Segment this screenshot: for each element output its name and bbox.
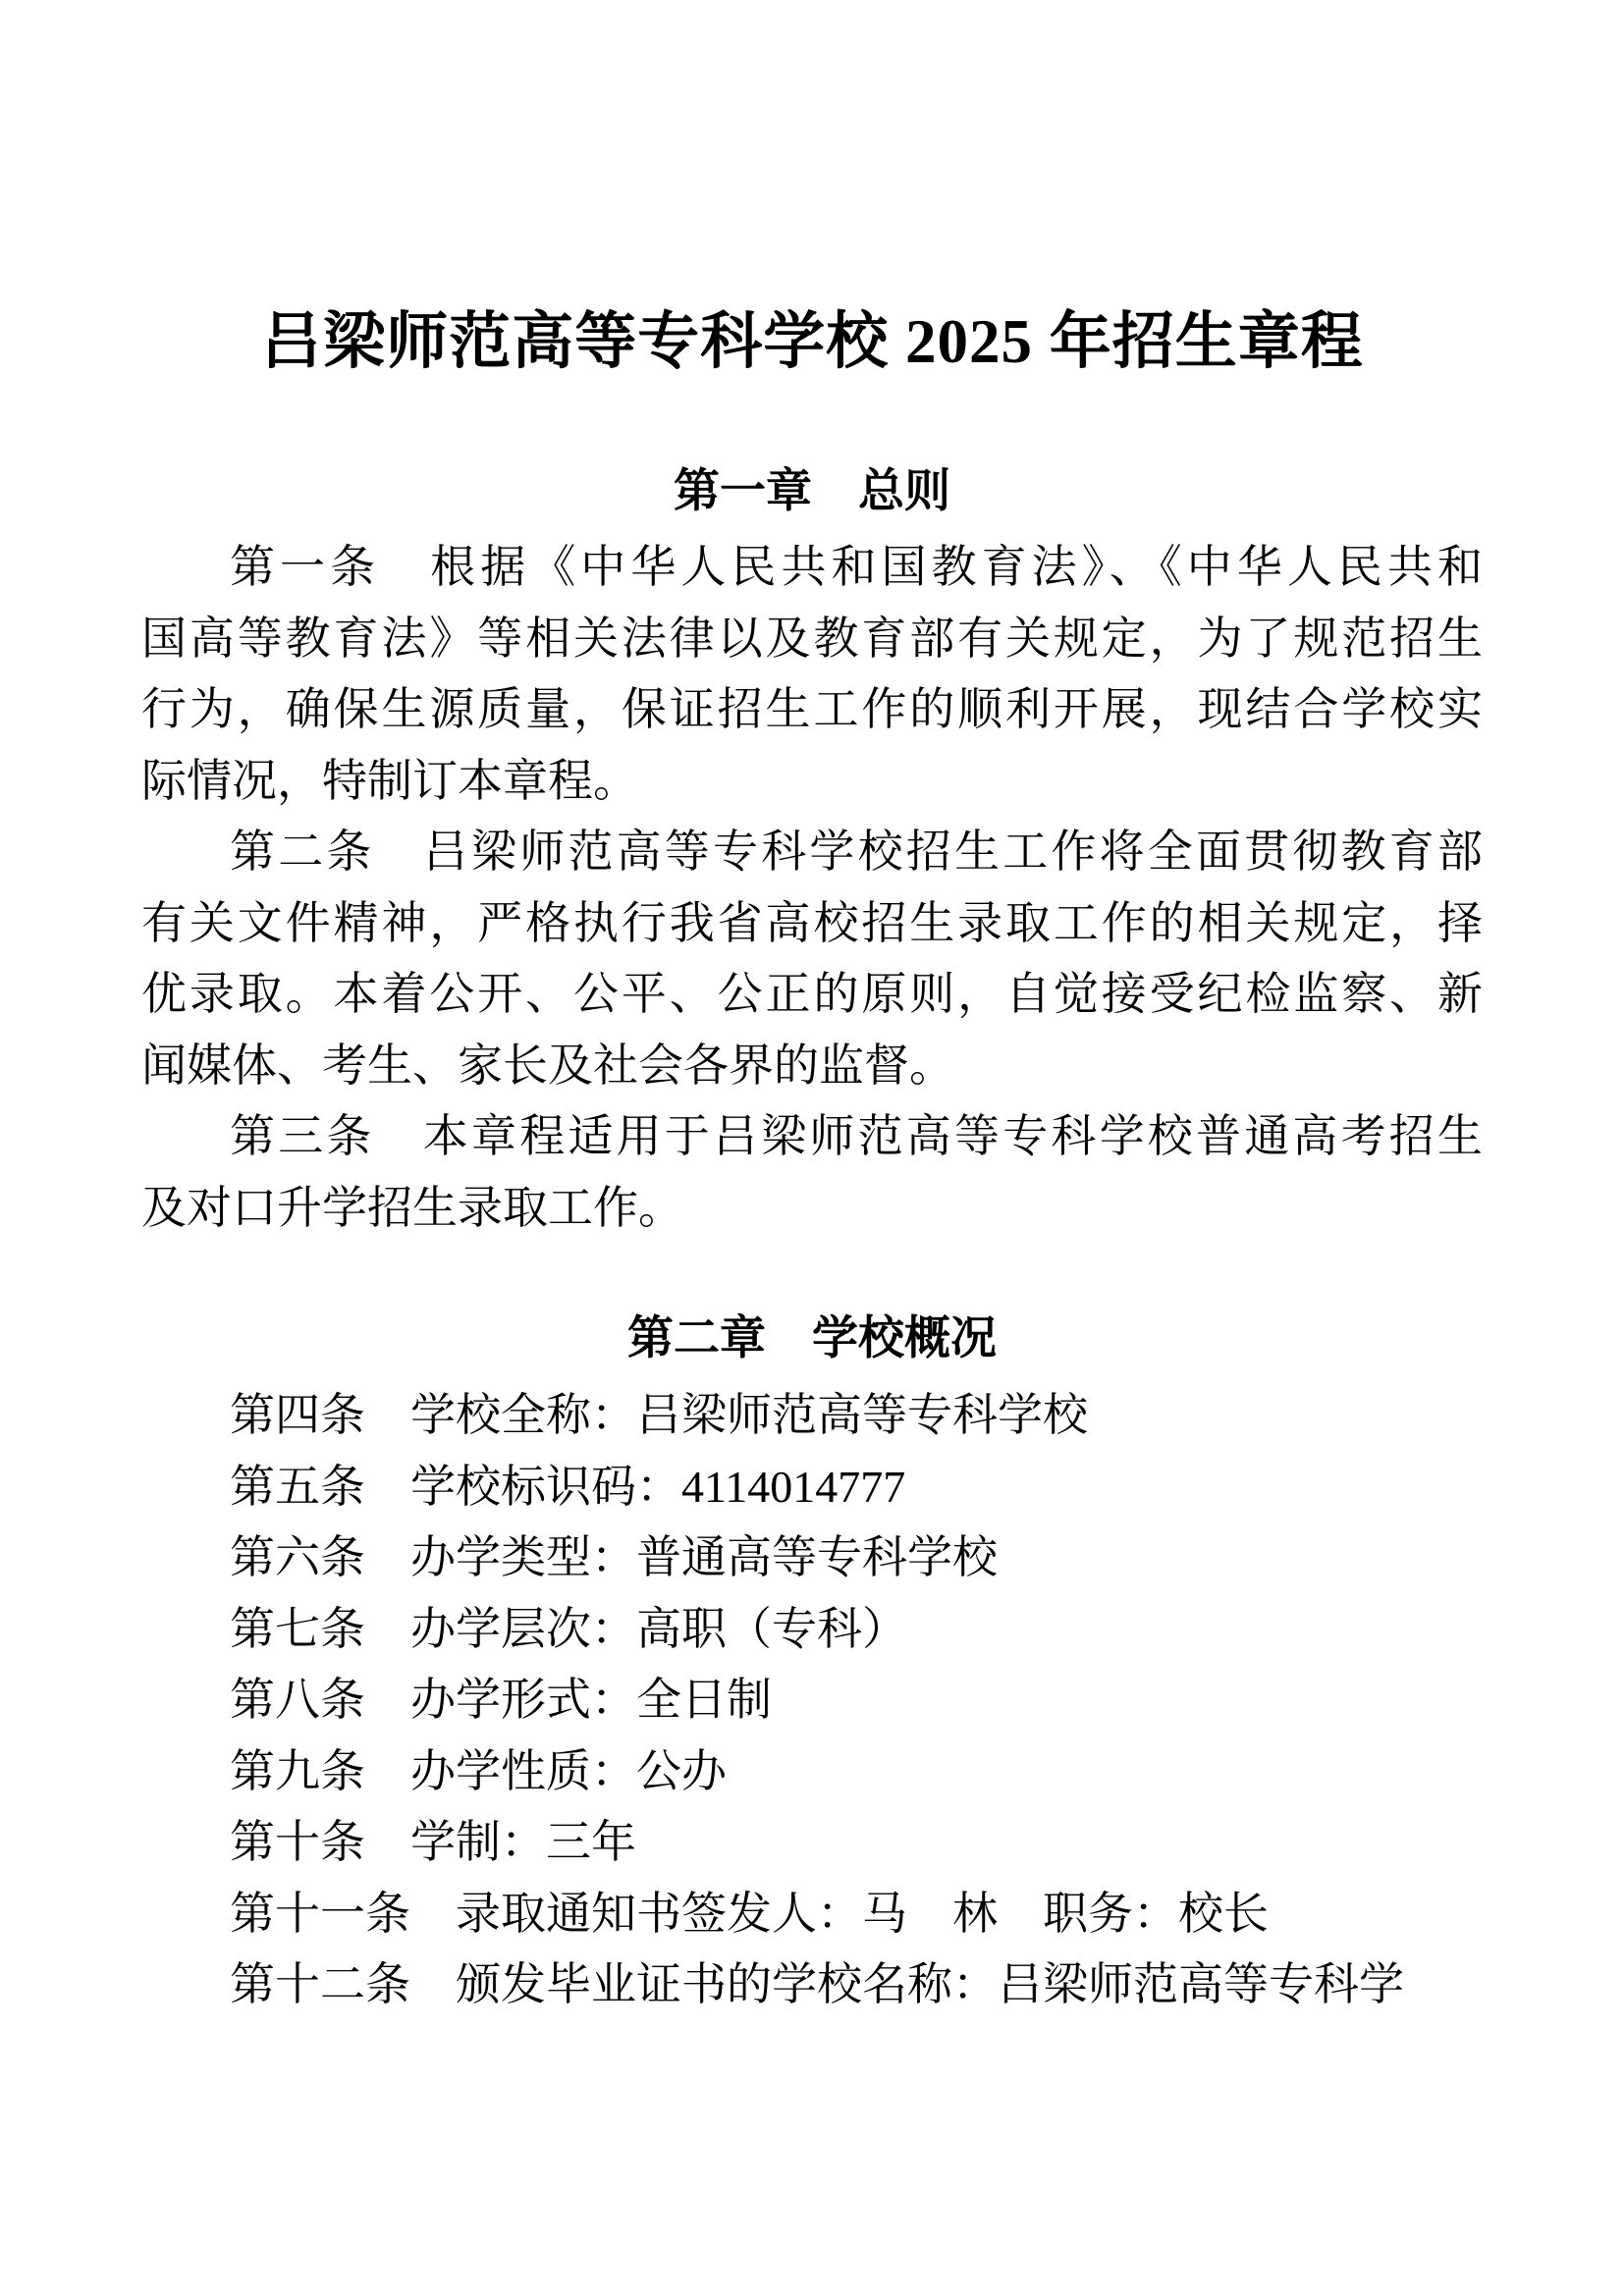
text-line: 第十二条 颁发毕业证书的学校名称：吕梁师范高等专科学 (230, 1959, 1404, 2009)
paragraph (141, 1807, 1483, 1879)
document-body (141, 454, 1483, 2021)
text-line: 第八条 办学形式：全日制 (230, 1675, 772, 1725)
text-line: 第十一条 录取通知书签发人：马 林 职务：校长 (230, 1888, 1269, 1939)
text-line: 第六条 办学类型：普通高等专科学校 (230, 1532, 998, 1582)
chapter-paragraphs (141, 1380, 1483, 2021)
document-title: 吕梁师范高等专科学校 2025 年招生章程 (260, 307, 1364, 376)
text-line: 第二条 吕梁师范高等专科学校招生工作将全面贯彻教育部 (230, 827, 1483, 877)
text-line: 第三条 本章程适用于吕梁师范高等专科学校普通高考招生 (230, 1111, 1483, 1161)
paragraph (141, 532, 1483, 817)
paragraph (141, 1949, 1483, 2021)
text-line: 有关文件精神，严格执行我省高校招生录取工作的相关规定，择 (141, 897, 1483, 948)
paragraph (141, 817, 1483, 1101)
text-line: 国高等教育法》等相关法律以及教育部有关规定，为了规范招生 (141, 613, 1483, 664)
paragraph (141, 1101, 1483, 1244)
text-line: 第四条 学校全称：吕梁师范高等专科学校 (230, 1390, 1088, 1440)
paragraph (141, 1879, 1483, 1950)
text-line: 第一条 根据《中华人民共和国教育法》、《中华人民共和 (230, 542, 1483, 592)
text-line: 闻媒体、考生、家长及社会各界的监督。 (141, 1040, 954, 1091)
paragraph (141, 1522, 1483, 1594)
text-line: 第十条 学制：三年 (230, 1817, 636, 1867)
chapter-heading: 第一章 总则 (674, 464, 950, 516)
chapter-paragraphs (141, 532, 1483, 1244)
paragraph (141, 1736, 1483, 1808)
text-line: 及对口升学招生录取工作。 (141, 1182, 683, 1233)
paragraph (141, 1380, 1483, 1452)
text-line: 第九条 办学性质：公办 (230, 1745, 727, 1796)
paragraph (141, 1665, 1483, 1736)
chapter-2 (141, 1301, 1483, 2021)
chapter-heading: 第二章 学校概况 (627, 1311, 997, 1363)
chapter-1 (141, 454, 1483, 1244)
text-line: 行为，确保生源质量，保证招生工作的顺利开展，现结合学校实 (141, 684, 1483, 734)
text-line: 优录取。本着公开、公平、公正的原则，自觉接受纪检监察、新 (141, 969, 1483, 1019)
paragraph (141, 1452, 1483, 1523)
text-line: 第五条 学校标识码：4114014777 (230, 1461, 906, 1512)
text-line: 第七条 办学层次：高职（专科） (230, 1603, 907, 1654)
text-line: 际情况，特制订本章程。 (141, 755, 638, 806)
paragraph (141, 1594, 1483, 1666)
